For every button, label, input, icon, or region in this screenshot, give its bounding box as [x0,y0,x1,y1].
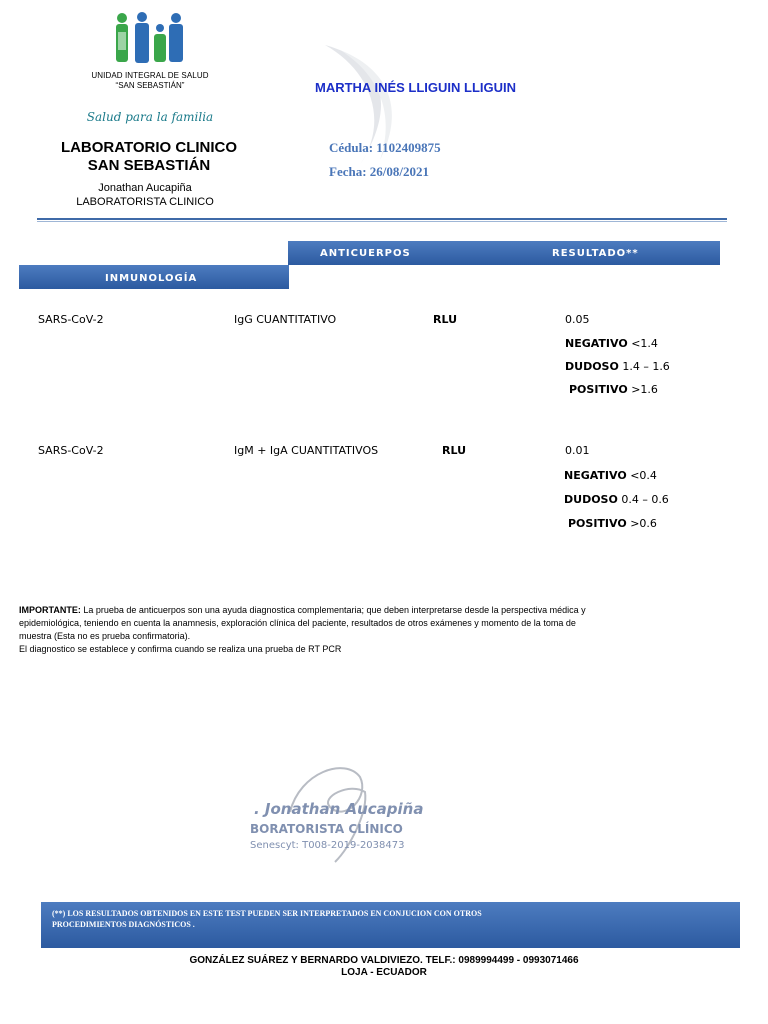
lab-title [40,139,258,175]
header-divider [37,218,727,220]
signature-stamp [250,752,424,872]
section-header-bar [19,265,289,289]
range-negative: NEGATIVO <1.4 [565,337,658,350]
important-note [19,604,694,656]
test-name: SARS-CoV-2 [38,313,104,326]
lab-person-name: Jonathan Aucapiña [98,182,192,194]
lab-person-block [40,181,250,209]
lab-title-line2: SAN SEBASTIÁN [87,157,211,174]
org-name: UNIDAD INTEGRAL DE SALUD [91,71,209,80]
col-result: RESULTADO** [552,248,639,259]
range-negative: NEGATIVO <0.4 [564,469,657,482]
slogan: Salud para la familia [86,110,214,124]
important-line3: muestra (Esta no es prueba confirmatoria). [19,631,191,641]
address-line1: GONZÁLEZ SUÁREZ Y BERNARDO VALDIVIEZO. TELF.: 0989994499 - 0993071466 [189,955,579,966]
important-line4: El diagnostico se establece y confirma cuando se realiza una prueba de RT PCR [19,644,342,654]
range-positive: POSITIVO >1.6 [569,383,658,396]
clinic-logo [108,12,188,66]
test-value: 0.01 [565,444,590,457]
test-antibody: IgG CUANTITATIVO [234,313,337,326]
report-date: Fecha: 26/08/2021 [329,164,430,179]
section-title: INMUNOLOGÍA [105,273,198,284]
test-value: 0.05 [565,313,590,326]
org-subname: “SAN SEBASTIÁN” [115,81,185,90]
header-divider-light [37,221,727,222]
table-header-bar [288,241,720,265]
signature-name: . Jonathan Aucapiña [254,800,424,818]
range-doubtful: DUDOSO 0.4 – 0.6 [564,493,669,506]
lab-title-line1: LABORATORIO CLINICO [60,139,238,156]
lab-person-role: LABORATORISTA CLINICO [76,196,214,208]
important-line2: epidemiológica, teniendo en cuenta la anamnesis, exploración clínica del paciente, resultados de otros exámenes y momento de la toma de [19,618,576,628]
test-antibody: IgM + IgA CUANTITATIVOS [234,444,379,457]
important-line1: IMPORTANTE: La prueba de anticuerpos son una ayuda diagnostica complementaria; que deben interpretarse desde la perspectiva médica y [19,605,586,615]
address-line2: LOJA - ECUADOR [341,967,427,978]
test-unit: RLU [433,313,458,326]
signature-registration: Senescyt: T008-2019-2038473 [250,840,405,851]
patient-name: MARTHA INÉS LLIGUIN LLIGUIN [315,80,517,95]
signature-role: BORATORISTA CLÍNICO [250,822,403,836]
col-antibodies: ANTICUERPOS [320,248,411,259]
patient-id: Cédula: 1102409875 [329,140,441,155]
footer-note-line2: PROCEDIMIENTOS DIAGNÓSTICOS . [52,920,195,929]
test-unit: RLU [442,444,467,457]
footer-note [52,908,572,930]
important-label: IMPORTANTE: [19,605,81,615]
footer-address [0,955,768,979]
test-name: SARS-CoV-2 [38,444,104,457]
range-doubtful: DUDOSO 1.4 – 1.6 [565,360,670,373]
footer-note-line1: (**) LOS RESULTADOS OBTENIDOS EN ESTE TEST PUEDEN SER INTERPRETADOS EN CONJUCION CON OTROS [52,909,482,918]
range-positive: POSITIVO >0.6 [568,517,657,530]
